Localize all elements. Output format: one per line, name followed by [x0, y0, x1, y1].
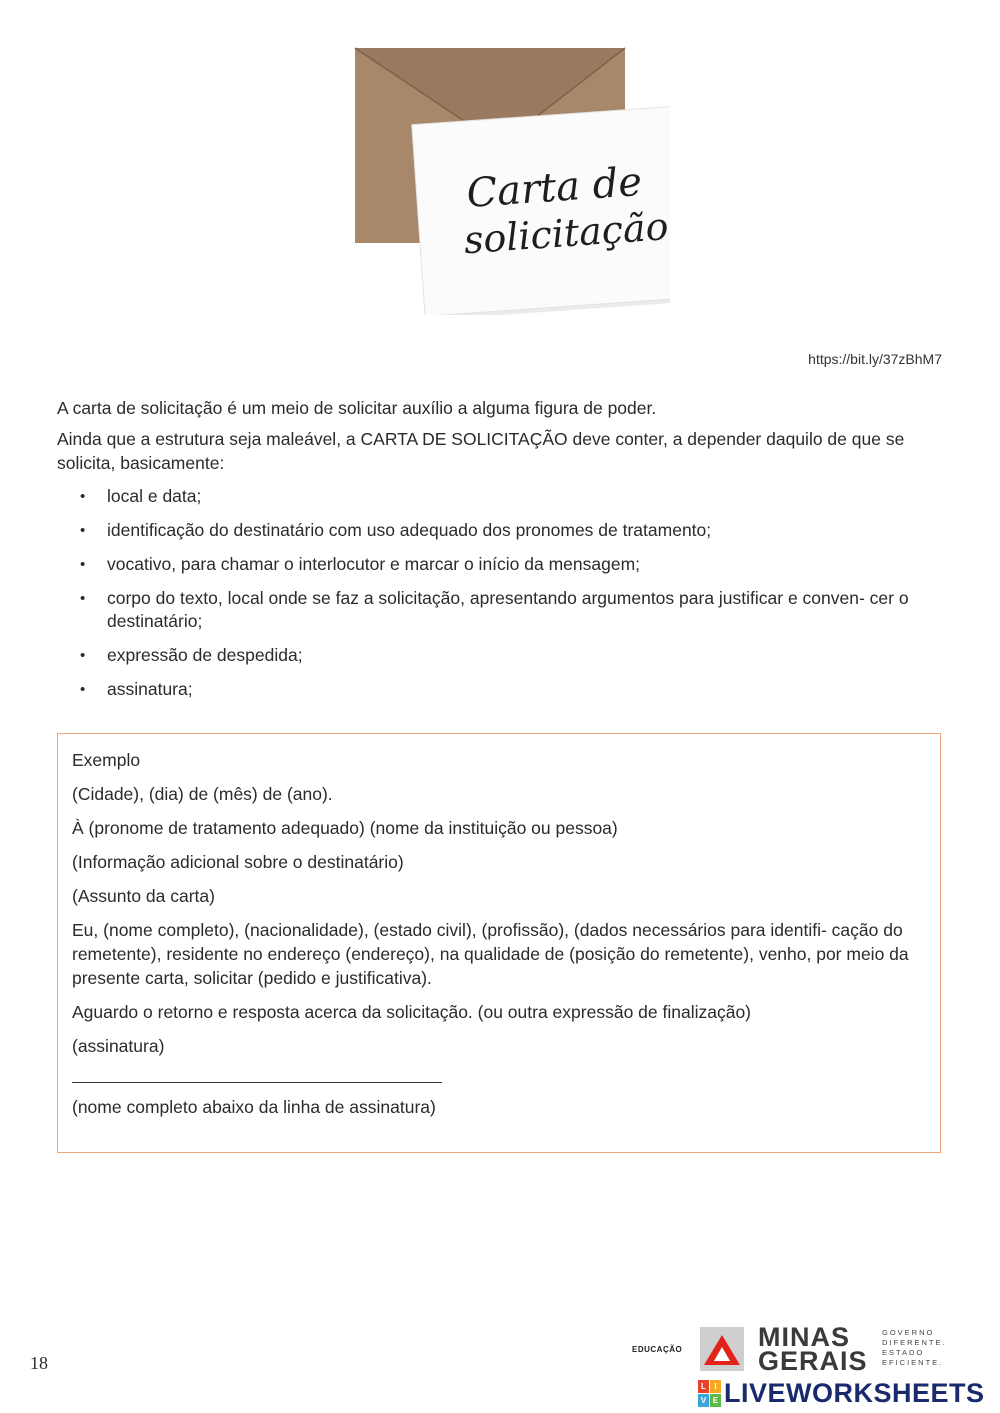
bullet-icon: • — [80, 590, 86, 607]
list-item: • expressão de despedida; — [80, 645, 303, 665]
list-item: • local e data; — [80, 486, 202, 506]
list-item: • corpo do texto, local onde se faz a solicitação, apresentando argumentos para justificar e conven- cer o destinatário; — [80, 588, 909, 631]
intro-paragraph-2: Ainda que a estrutura seja maleável, a CARTA DE SOLICITAÇÃO deve conter, a depender daquilo de que se solicita, basicamente: — [57, 429, 905, 473]
example-line: (Assunto da carta) — [72, 886, 215, 906]
card-title-line2: solicitação — [462, 204, 670, 263]
page-number: 18 — [30, 1353, 48, 1373]
envelope-card-illustration — [350, 40, 670, 315]
minas-gerais-logo — [632, 1322, 952, 1376]
card-title-line1: Carta de — [465, 158, 644, 218]
logo-minas: MINAS — [758, 1322, 850, 1352]
example-body: Eu, (nome completo), (nacionalidade), (estado civil), (profissão), (dados necessários para identifi- cação do remetente), residente no endereço (endereço), na qualidade de (posição do remetente), venho, por meio da presente carta, solicitar (pedido e justificativa). — [72, 920, 909, 988]
example-line: (assinatura) — [72, 1036, 165, 1056]
live-badge-icon: L I V E — [698, 1380, 722, 1408]
logo-tagline: GOVERNO DIFERENTE. ESTADO EFICIENTE. — [882, 1328, 947, 1367]
example-line: (Informação adicional sobre o destinatário) — [72, 852, 404, 872]
bullet-icon: • — [80, 647, 86, 664]
example-line: (nome completo abaixo da linha de assinatura) — [72, 1097, 436, 1117]
logo-gerais: GERAIS — [758, 1346, 868, 1376]
liveworksheets-logo[interactable] — [698, 1378, 998, 1410]
bullet-icon: • — [80, 488, 86, 505]
signature-line — [72, 1082, 442, 1083]
bullet-icon: • — [80, 556, 86, 573]
example-line: (Cidade), (dia) de (mês) de (ano). — [72, 784, 333, 804]
edu-label: EDUCAÇÃO — [632, 1345, 683, 1354]
list-item: • assinatura; — [80, 679, 193, 699]
list-item: • identificação do destinatário com uso adequado dos pronomes de tratamento; — [80, 520, 712, 540]
example-line: À (pronome de tratamento adequado) (nome da instituição ou pessoa) — [72, 818, 618, 838]
bullet-icon: • — [80, 681, 86, 698]
card — [412, 106, 670, 315]
example-box — [57, 733, 941, 1153]
image-source-link[interactable]: https://bit.ly/37zBhM7 — [808, 351, 942, 367]
intro-section — [57, 396, 942, 712]
triangle-logo-icon — [700, 1327, 744, 1371]
structure-list — [57, 485, 942, 701]
example-line: Aguardo o retorno e resposta acerca da solicitação. (ou outra expressão de finalização) — [72, 1002, 752, 1022]
list-item: • vocativo, para chamar o interlocutor e marcar o início da mensagem; — [80, 554, 641, 574]
bullet-icon: • — [80, 522, 86, 539]
liveworksheets-text: LIVEWORKSHEETS — [724, 1378, 985, 1408]
intro-paragraph-1: A carta de solicitação é um meio de solicitar auxílio a alguma figura de poder. — [57, 398, 657, 418]
example-heading: Exemplo — [72, 750, 141, 770]
